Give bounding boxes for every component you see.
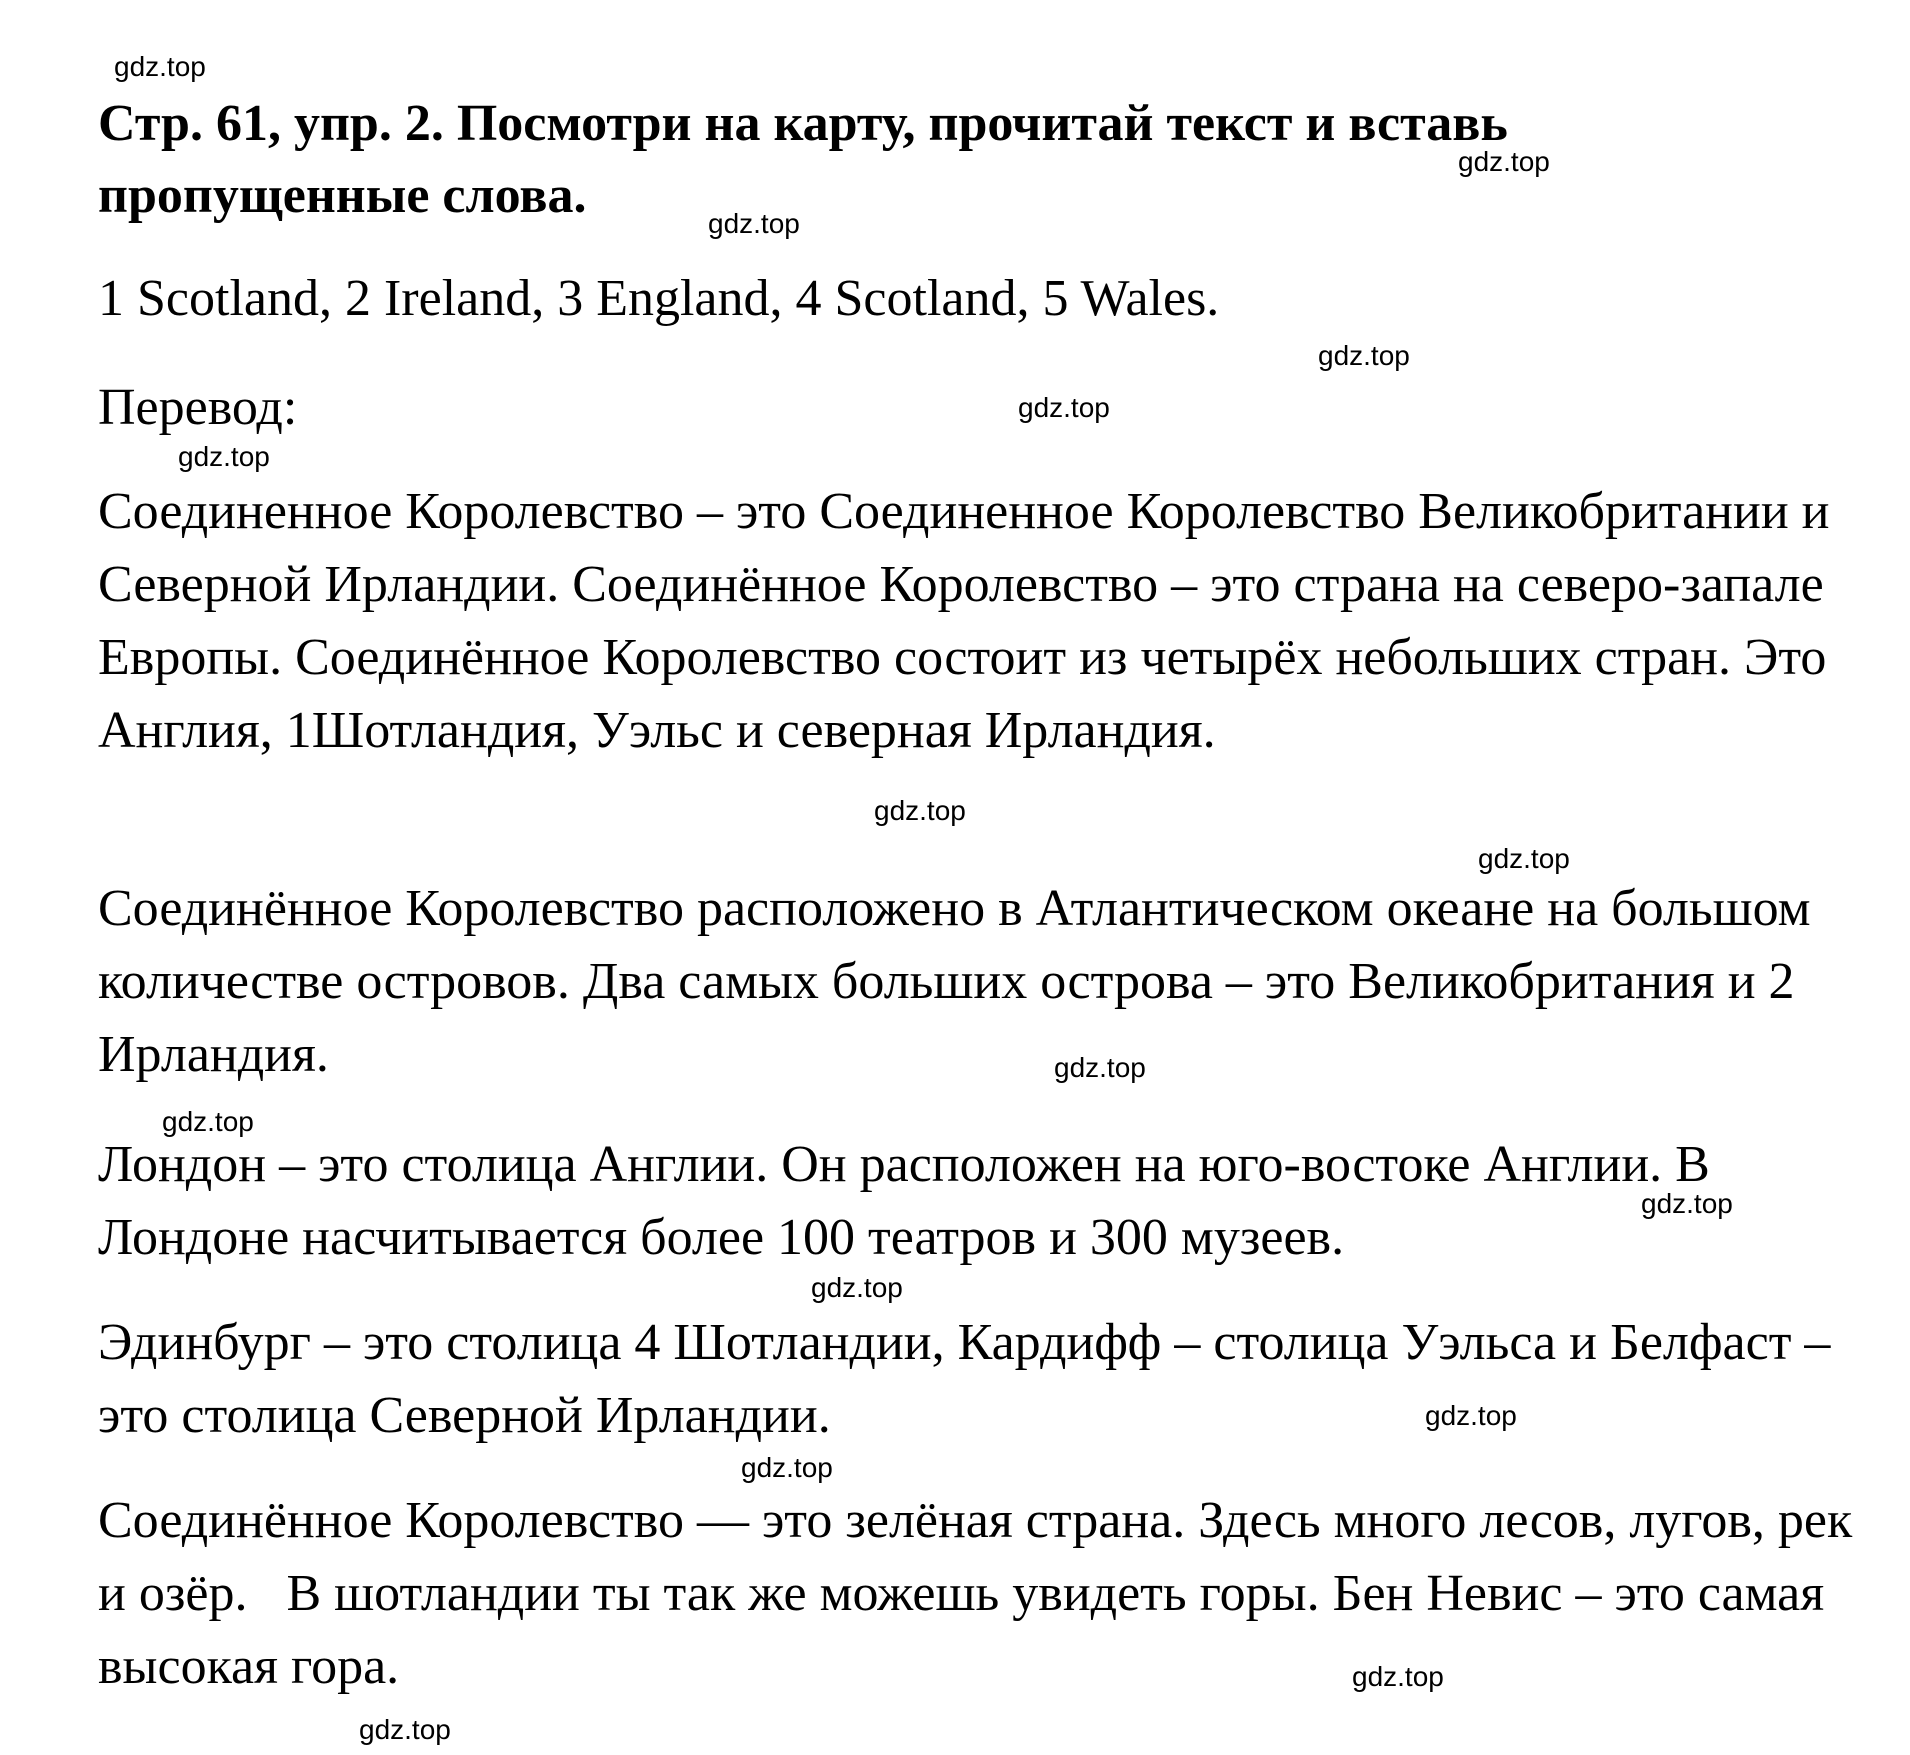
watermark: gdz.top: [708, 208, 800, 239]
watermark: gdz.top: [1352, 1661, 1444, 1692]
watermark: gdz.top: [741, 1452, 833, 1483]
watermark: gdz.top: [178, 441, 270, 472]
paragraph-4: Эдинбург – это столица 4 Шотландии, Кардифф – столица Уэльса и Белфаст – это столица Северной Ирландии.: [98, 1314, 1844, 1444]
watermark: gdz.top: [811, 1272, 903, 1303]
paragraph-2: Соединённое Королевство расположено в Атлантическом океане на большом количестве островов. Два самых больших острова – это Великобритания и 2 Ирландия.: [98, 880, 1824, 1083]
watermark: gdz.top: [1054, 1052, 1146, 1083]
translation-label: Перевод:: [98, 379, 298, 436]
watermark: gdz.top: [1018, 392, 1110, 423]
watermark: gdz.top: [1318, 340, 1410, 371]
watermark: gdz.top: [1478, 843, 1570, 874]
watermark: gdz.top: [114, 51, 206, 82]
answer-line: 1 Scotland, 2 Ireland, 3 England, 4 Scotland, 5 Wales.: [98, 270, 1220, 327]
watermark: gdz.top: [162, 1106, 254, 1137]
watermark: gdz.top: [1458, 146, 1550, 177]
paragraph-5: Соединённое Королевство — это зелёная страна. Здесь много лесов, лугов, рек и озёр. В шотландии ты так же можешь увидеть горы. Бен Невис – это самая высокая гора.: [98, 1492, 1866, 1695]
watermark: gdz.top: [1425, 1400, 1517, 1431]
page-title: Стр. 61, упр. 2. Посмотри на карту, прочитай текст и вставь пропущенные слова.: [98, 95, 1508, 224]
watermark: gdz.top: [874, 795, 966, 826]
watermark: gdz.top: [359, 1714, 451, 1745]
paragraph-1: Соединенное Королевство – это Соединенное Королевство Великобритании и Северной Ирландии. Соединённое Королевство – это страна на северо-запале Европы. Соединённое Королевство состоит из четырёх небольших стран. Это Англия, 1Шотландия, Уэльс и северная Ирландия.: [98, 483, 1843, 759]
watermark: gdz.top: [1641, 1188, 1733, 1219]
paragraph-3: Лондон – это столица Англии. Он расположен на юго-востоке Англии. В Лондоне насчитывается более 100 театров и 300 музеев.: [98, 1136, 1723, 1266]
